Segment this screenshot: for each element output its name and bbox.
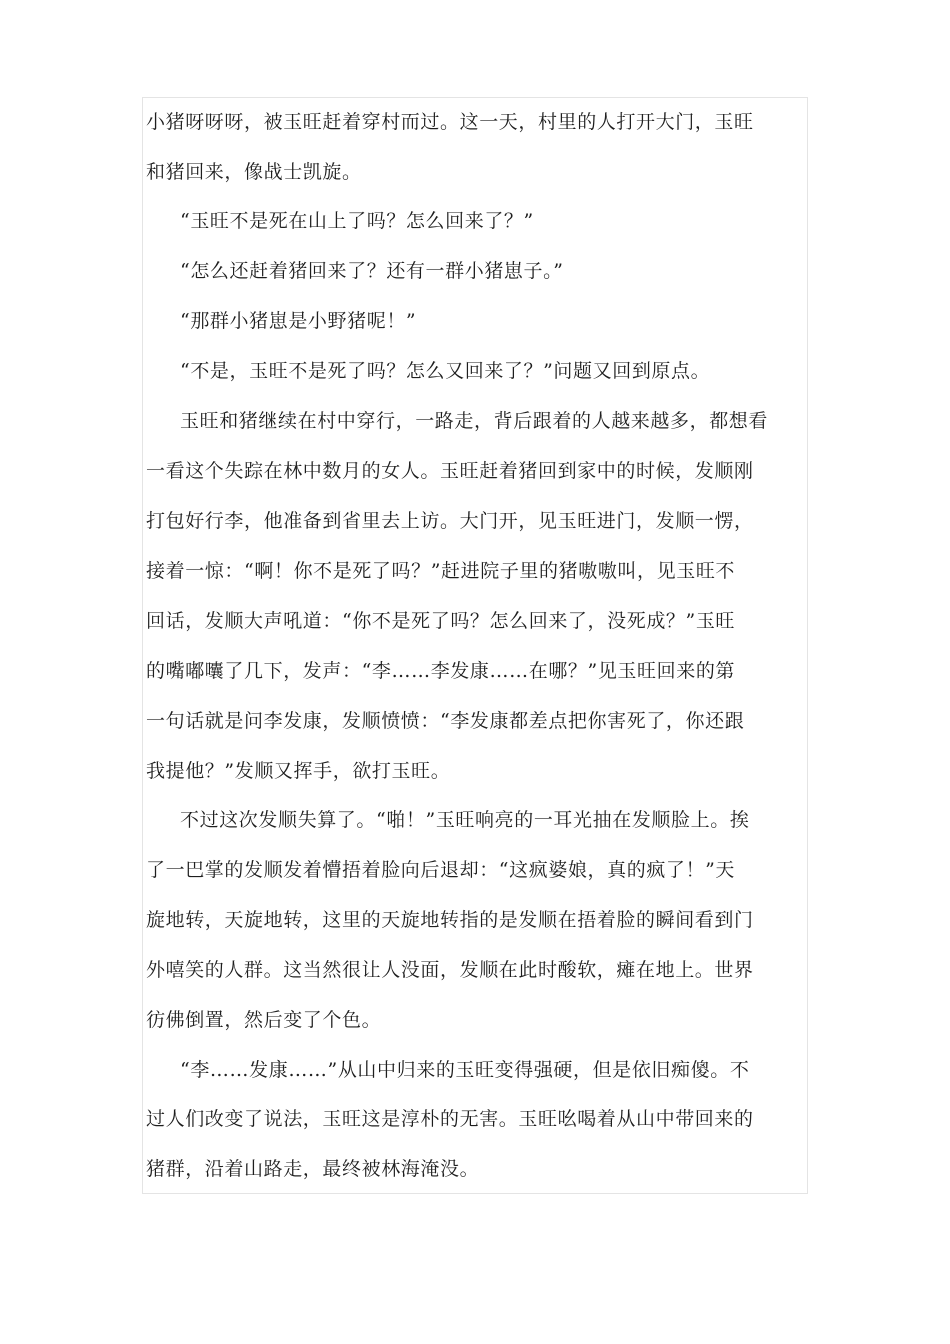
text-line: 和猪回来，像战士凯旋。	[146, 161, 362, 183]
text-line: 了一巴掌的发顺发着懵捂着脸向后退却：“这疯婆娘，真的疯了！”天	[146, 859, 736, 881]
text-line: 接着一惊：“啊！你不是死了吗？”赶进院子里的猪嗷嗷叫，见玉旺不	[146, 560, 736, 582]
text-line: 的嘴嘟囔了几下，发声：“李……李发康……在哪？”见玉旺回来的第	[146, 660, 736, 682]
text-line: “怎么还赶着猪回来了？还有一群小猪崽子。”	[180, 260, 564, 282]
text-line: 打包好行李，他准备到省里去上访。大门开，见玉旺进门，发顺一愣，	[146, 510, 754, 532]
text-line: 猪群，沿着山路走，最终被林海淹没。	[146, 1158, 480, 1180]
text-line: “那群小猪崽是小野猪呢！”	[180, 310, 417, 332]
text-line: 一句话就是问李发康，发顺愤愤：“李发康都差点把你害死了，你还跟	[146, 710, 745, 732]
text-line: 彷佛倒置，然后变了个色。	[146, 1009, 382, 1031]
text-line: “不是，玉旺不是死了吗？怎么又回来了？”问题又回到原点。	[180, 360, 711, 382]
text-line: “玉旺不是死在山上了吗？怎么回来了？”	[180, 210, 534, 232]
text-line: 旋地转，天旋地转，这里的天旋地转指的是发顺在捂着脸的瞬间看到门	[146, 909, 754, 931]
text-line: 我提他？”发顺又挥手，欲打玉旺。	[146, 760, 451, 782]
text-line: 一看这个失踪在林中数月的女人。玉旺赶着猪回到家中的时候，发顺刚	[146, 460, 754, 482]
text-line: 外嘻笑的人群。这当然很让人没面，发顺在此时酸软，瘫在地上。世界	[146, 959, 754, 981]
text-line: 回话，发顺大声吼道：“你不是死了吗？怎么回来了，没死成？”玉旺	[146, 610, 736, 632]
text-line: “李……发康……”从山中归来的玉旺变得强硬，但是依旧痴傻。不	[180, 1059, 750, 1081]
text-line: 玉旺和猪继续在村中穿行，一路走，背后跟着的人越来越多，都想看	[180, 410, 769, 432]
text-line: 不过这次发顺失算了。“啪！”玉旺响亮的一耳光抽在发顺脸上。挨	[180, 809, 750, 831]
text-line: 过人们改变了说法，玉旺这是淳朴的无害。玉旺吆喝着从山中带回来的	[146, 1108, 754, 1130]
text-line: 小猪呀呀呀，被玉旺赶着穿村而过。这一天，村里的人打开大门，玉旺	[146, 111, 754, 133]
